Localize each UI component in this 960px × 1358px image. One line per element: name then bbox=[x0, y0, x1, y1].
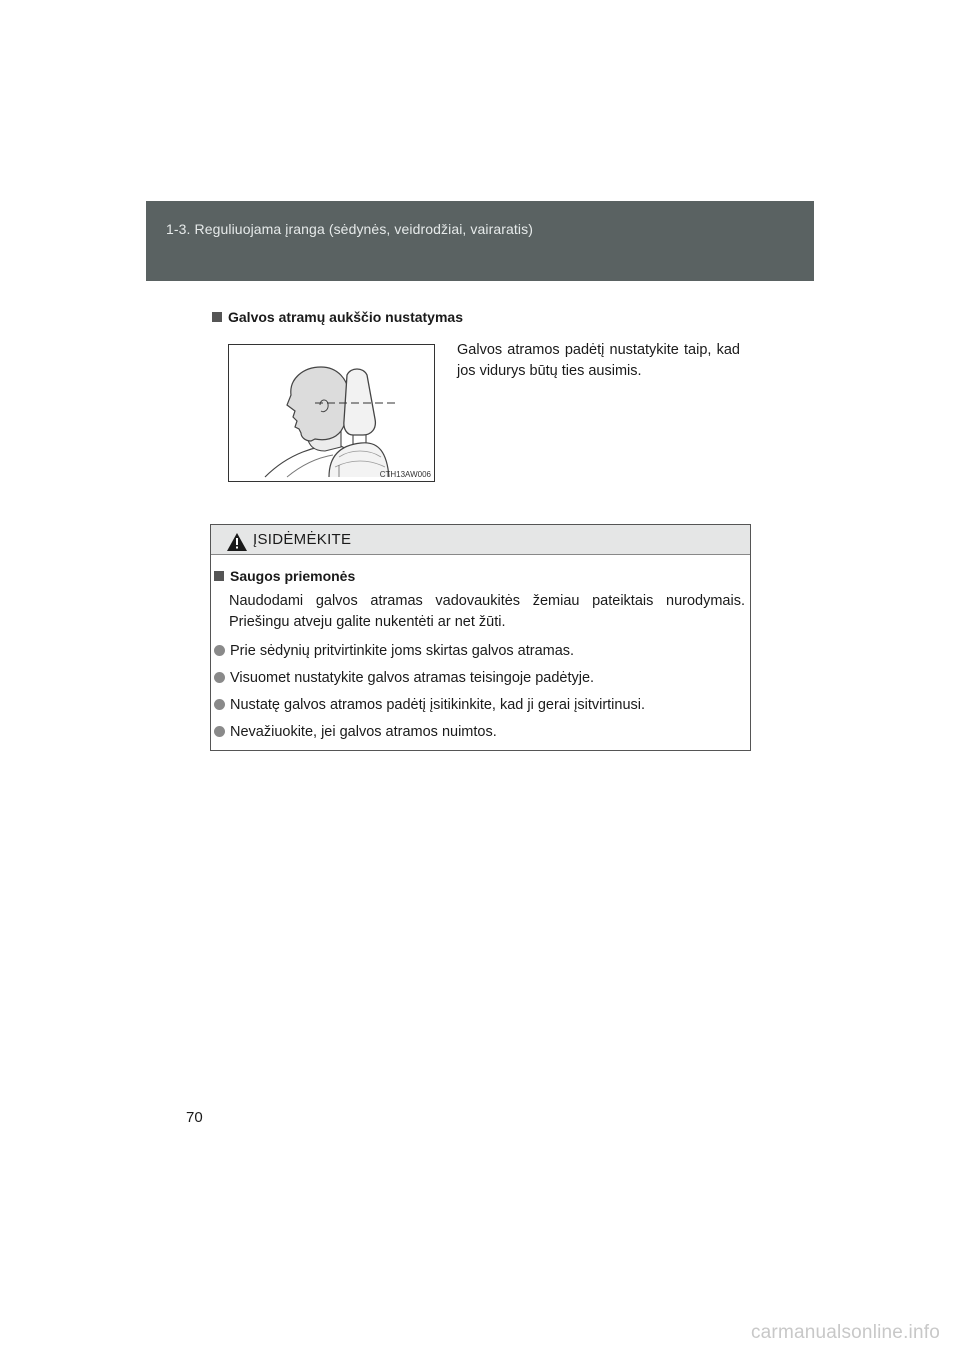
list-item-text: Nustatę galvos atramos padėtį įsitikinkite, kad ji gerai įsitvirtinusi. bbox=[230, 696, 646, 713]
caution-subtitle bbox=[214, 568, 355, 584]
square-bullet-icon bbox=[214, 571, 224, 581]
section-title-text: Galvos atramų aukščio nustatymas bbox=[228, 309, 463, 325]
section-title bbox=[212, 309, 463, 325]
list-item bbox=[214, 664, 744, 691]
caution-header bbox=[211, 525, 750, 555]
chapter-title: 1-3. Reguliuojama įranga (sėdynės, veidrodžiai, vairaratis) bbox=[166, 221, 533, 237]
caution-intro: Naudodami galvos atramas vadovaukitės žemiau pateiktais nurodymais. Priešingu atveju galite nukentėti ar net žūti. bbox=[229, 593, 745, 630]
list-item bbox=[214, 637, 744, 664]
dot-bullet-icon bbox=[214, 699, 225, 710]
list-item-text: Nevažiuokite, jei galvos atramos nuimtos. bbox=[230, 723, 497, 740]
list-item bbox=[214, 691, 744, 718]
list-item-text: Visuomet nustatykite galvos atramas teisingoje padėtyje. bbox=[230, 669, 595, 686]
page-number: 70 bbox=[186, 1109, 203, 1126]
dot-bullet-icon bbox=[214, 645, 225, 656]
headrest-description: Galvos atramos padėtį nustatykite taip, kad jos vidurys būtų ties ausimis. bbox=[457, 342, 740, 379]
caution-box bbox=[210, 524, 751, 751]
chapter-header-band bbox=[146, 201, 814, 281]
caution-list bbox=[214, 637, 744, 745]
dot-bullet-icon bbox=[214, 726, 225, 737]
watermark: carmanualsonline.info bbox=[750, 1322, 940, 1343]
dot-bullet-icon bbox=[214, 672, 225, 683]
head-and-headrest-icon bbox=[229, 345, 434, 481]
figure-code: CTH13AW006 bbox=[379, 470, 431, 479]
square-bullet-icon bbox=[212, 312, 222, 322]
list-item bbox=[214, 718, 744, 745]
caution-title: ĮSIDĖMĖKITE bbox=[253, 531, 352, 548]
list-item-text: Prie sėdynių pritvirtinkite joms skirtas galvos atramas. bbox=[230, 642, 575, 659]
caution-subtitle-text: Saugos priemonės bbox=[230, 568, 356, 584]
headrest-illustration bbox=[228, 344, 435, 482]
warning-triangle-icon bbox=[227, 533, 247, 551]
